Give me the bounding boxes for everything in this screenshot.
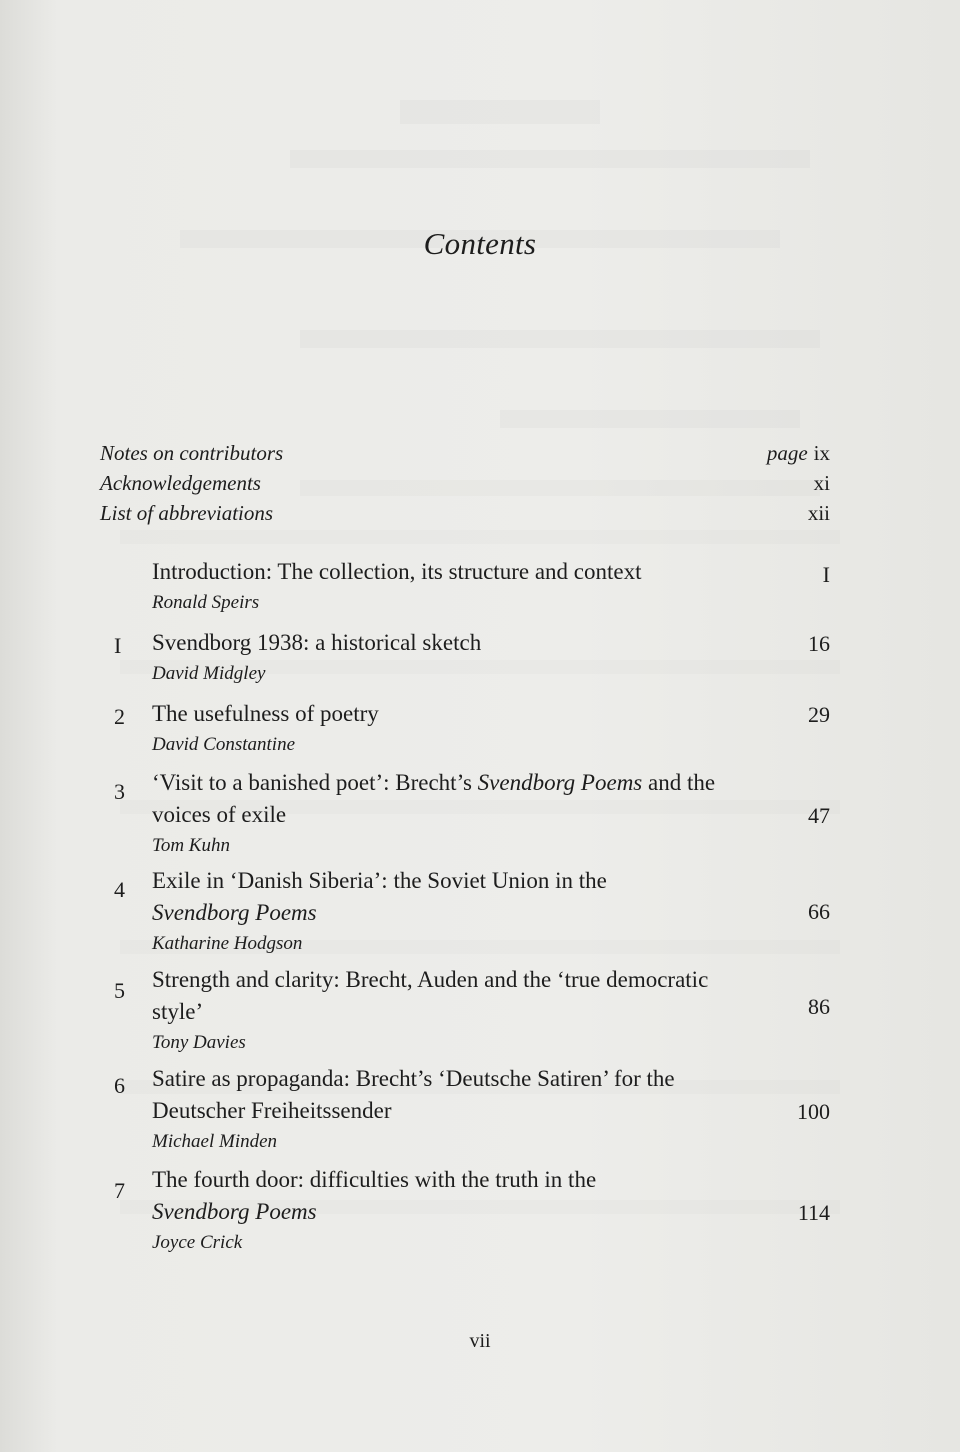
chapter-title-line2: style’ bbox=[152, 999, 204, 1024]
title-italic: Svendborg Poems bbox=[152, 900, 317, 925]
chapter-number: 5 bbox=[114, 978, 125, 1003]
chapter-author: Ronald Speirs bbox=[152, 592, 260, 613]
front-matter-page: xi bbox=[813, 471, 830, 495]
chapter-title: Strength and clarity: Brecht, Auden and the ‘true democratic bbox=[152, 967, 709, 992]
title-text: ‘Visit to a banished poet’: Brecht’s bbox=[152, 770, 478, 795]
chapter-page: 29 bbox=[808, 702, 830, 727]
chapter-title bbox=[152, 767, 802, 799]
chapter-title-line2 bbox=[152, 897, 802, 929]
chapter-title: The usefulness of poetry bbox=[152, 701, 379, 726]
front-matter-label: Acknowledgements bbox=[100, 471, 261, 495]
front-matter-item[interactable] bbox=[100, 501, 830, 531]
chapter-number: 7 bbox=[114, 1178, 125, 1203]
chapter-title: The fourth door: difficulties with the truth in the bbox=[152, 1167, 597, 1192]
chapter-title: Svendborg 1938: a historical sketch bbox=[152, 630, 482, 655]
chapter-title-line2 bbox=[152, 1196, 802, 1228]
front-matter-label: List of abbreviations bbox=[100, 501, 274, 525]
page-prefix: page bbox=[766, 441, 808, 465]
chapter-title-line2: Deutscher Freiheitssender bbox=[152, 1098, 392, 1123]
front-matter-item[interactable] bbox=[100, 441, 830, 471]
chapter-number: 2 bbox=[114, 704, 125, 729]
chapter-title: Exile in ‘Danish Siberia’: the Soviet Union in the bbox=[152, 868, 607, 893]
title-italic: Svendborg Poems bbox=[152, 1199, 317, 1224]
page-number: ix bbox=[813, 441, 830, 465]
front-matter-page bbox=[767, 441, 830, 466]
front-matter-label: Notes on contributors bbox=[100, 441, 284, 465]
front-matter-page: xii bbox=[807, 501, 830, 525]
chapter-number: 3 bbox=[114, 779, 125, 804]
chapter-author: David Midgley bbox=[152, 663, 266, 684]
chapter-author: David Constantine bbox=[152, 734, 296, 755]
page-folio: vii bbox=[469, 1330, 491, 1352]
chapter-page: 100 bbox=[797, 1099, 830, 1124]
chapter-number: 6 bbox=[114, 1073, 125, 1098]
chapter-author: Katharine Hodgson bbox=[152, 933, 303, 954]
front-matter-item[interactable] bbox=[100, 471, 830, 501]
chapter-number: 4 bbox=[114, 877, 125, 902]
title-italic: Svendborg Poems bbox=[477, 770, 643, 795]
chapter-title: Satire as propaganda: Brecht’s ‘Deutsche Satiren’ for the bbox=[152, 1066, 675, 1091]
page-title: Contents bbox=[423, 226, 537, 261]
chapter-page: 16 bbox=[808, 631, 830, 656]
chapter-page: 47 bbox=[808, 803, 830, 828]
chapter-page: 66 bbox=[808, 899, 830, 924]
chapter-author: Tom Kuhn bbox=[152, 835, 230, 856]
chapter-author: Tony Davies bbox=[152, 1032, 246, 1053]
title-text: and the bbox=[642, 770, 716, 795]
chapter-author: Michael Minden bbox=[152, 1131, 278, 1152]
chapter-number: I bbox=[114, 633, 122, 658]
chapter-title: Introduction: The collection, its structure and context bbox=[152, 559, 642, 584]
chapter-author: Joyce Crick bbox=[152, 1232, 243, 1253]
chapter-page: I bbox=[822, 562, 830, 587]
chapter-page: 86 bbox=[808, 994, 830, 1019]
chapter-title-line2: voices of exile bbox=[152, 802, 287, 827]
chapter-page: 114 bbox=[797, 1200, 830, 1225]
